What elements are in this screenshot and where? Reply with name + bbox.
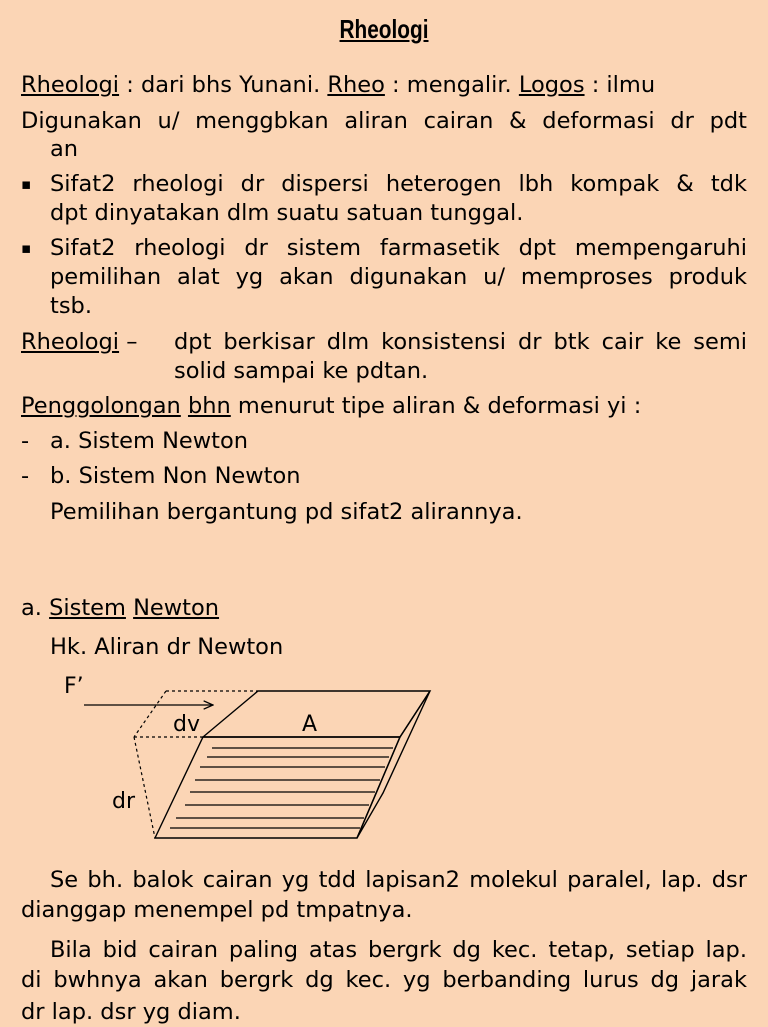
bullet-2-line-1: Sifat2 rheologi dr sistem farmasetik dpt mempengaruhi bbox=[50, 235, 747, 261]
range-dash: – bbox=[126, 329, 138, 355]
bullet-1-line-2: dpt dinyatakan dlm suatu satuan tunggal. bbox=[50, 200, 524, 226]
force-label: F’ bbox=[64, 674, 84, 699]
fluid-layers bbox=[170, 748, 393, 828]
bullet-icon: ▪ bbox=[21, 175, 32, 193]
section-a-subtitle: Hk. Aliran dr Newton bbox=[50, 634, 284, 660]
bullet-1-line-1: Sifat2 rheologi dr dispersi heterogen lbh kompak & tdk bbox=[50, 171, 747, 197]
bullet-icon: ▪ bbox=[21, 239, 32, 257]
intro-rheo: Rheo bbox=[327, 72, 385, 98]
classification-item-2: b. Sistem Non Newton bbox=[50, 463, 301, 489]
usage-line-1: Digunakan u/ menggbkan aliran cairan & deformasi dr pdt bbox=[21, 108, 747, 134]
intro-rheo-def: : mengalir. bbox=[384, 72, 519, 98]
range-line-2: solid sampai ke pdtan. bbox=[174, 358, 429, 384]
dr-label: dr bbox=[112, 789, 136, 814]
classification-w1: Penggolongan bbox=[21, 393, 181, 419]
classification-note: Pemilihan bergantung pd sifat2 alirannya. bbox=[50, 499, 523, 525]
dv-label: dv bbox=[173, 712, 200, 737]
area-label: A bbox=[302, 712, 318, 737]
bullet-2-line-2: pemilihan alat yg akan digunakan u/ memproses produk bbox=[50, 264, 747, 290]
classification-rest: menurut tipe aliran & deformasi yi : bbox=[230, 393, 642, 419]
intro-colon: : dari bhs Yunani. bbox=[119, 72, 328, 98]
range-term: Rheologi bbox=[21, 329, 120, 355]
range-line-1: dpt berkisar dlm konsistensi dr btk cair ke semi bbox=[174, 329, 747, 355]
para2-line-2: di bwhnya akan bergrk dg kec. yg berbanding lurus dg jarak bbox=[21, 967, 747, 993]
page-title: Rheologi bbox=[339, 14, 429, 44]
para2-line-1: Bila bid cairan paling atas bergrk dg kec. tetap, setiap lap. bbox=[50, 937, 747, 963]
usage-line-2: an bbox=[50, 136, 79, 162]
dash-icon: - bbox=[21, 428, 30, 454]
classification-w2: bhn bbox=[187, 393, 231, 419]
intro-logos-def: : ilmu bbox=[584, 72, 656, 98]
intro-logos: Logos bbox=[518, 72, 585, 98]
intro-term: Rheologi bbox=[21, 72, 120, 98]
section-a-w1: Sistem bbox=[49, 595, 126, 621]
para1-line-2: dianggap menempel pd tmpatnya. bbox=[21, 897, 413, 923]
section-a-prefix: a. bbox=[21, 595, 50, 621]
bullet-2-line-3: tsb. bbox=[50, 293, 92, 319]
para2-line-3: dr lap. dsr yg diam. bbox=[21, 999, 241, 1025]
classification-item-1: a. Sistem Newton bbox=[50, 428, 249, 454]
para1-line-1: Se bh. balok cairan yg tdd lapisan2 molekul paralel, lap. dsr bbox=[50, 867, 747, 893]
section-a-w2: Newton bbox=[133, 595, 220, 621]
dash-icon: - bbox=[21, 463, 30, 489]
